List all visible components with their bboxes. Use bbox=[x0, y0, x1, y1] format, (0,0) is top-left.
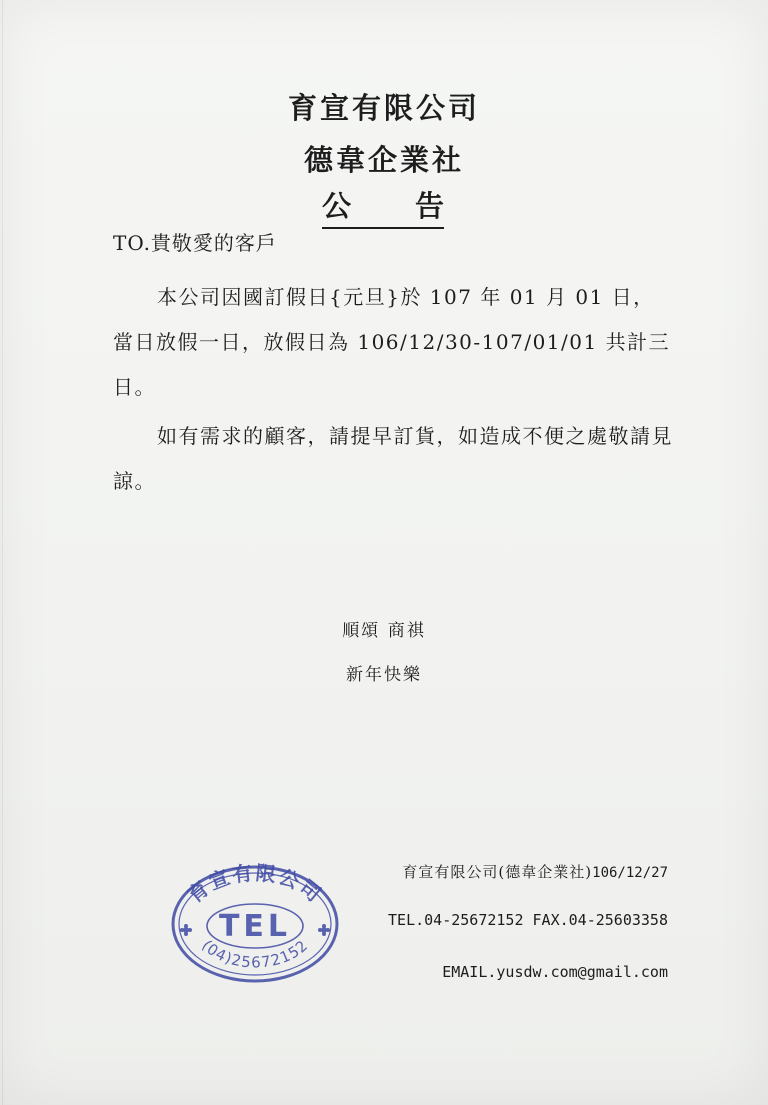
announcement-paragraph-2: 如有需求的顧客，請提早訂貨，如造成不便之處敬請見諒。 bbox=[113, 424, 673, 493]
closing-wishes: 新年快樂 bbox=[346, 665, 422, 685]
footer-email: EMAIL.yusdw.com@gmail.com bbox=[442, 963, 668, 981]
notice-title bbox=[322, 186, 444, 229]
notice-title-char-1: 公 bbox=[322, 189, 352, 223]
footer-company-name: 育宣有限公司(德韋企業社) bbox=[402, 863, 593, 881]
footer-date: 106/12/27 bbox=[592, 865, 668, 881]
company-name-secondary: 德韋企業社 bbox=[303, 143, 464, 177]
stamp-flower-left-icon bbox=[180, 924, 192, 936]
salutation: TO.貴敬愛的客戶 bbox=[113, 231, 277, 255]
stamp-bottom-text: (04)25672152 bbox=[198, 936, 312, 972]
stamp-top-text: 育宣有限公司 bbox=[182, 860, 328, 908]
footer-company-line bbox=[402, 860, 668, 885]
notice-title-char-2: 告 bbox=[414, 189, 444, 223]
closing-greeting: 順頌 商祺 bbox=[342, 621, 426, 641]
stamp-graphic bbox=[165, 858, 345, 988]
company-seal-stamp bbox=[165, 858, 345, 988]
announcement-paragraph-1: 本公司因國訂假日{元旦}於 107 年 01 月 01 日，當日放假一日，放假日為 106/12/30-107/01/01 共計三日。 bbox=[113, 285, 671, 399]
company-name-primary: 育宣有限公司 bbox=[287, 91, 480, 125]
stamp-flower-right-icon bbox=[318, 924, 330, 936]
footer-tel-fax: TEL.04-25672152 FAX.04-25603358 bbox=[388, 911, 668, 929]
stamp-center-text: TEL bbox=[218, 909, 292, 944]
